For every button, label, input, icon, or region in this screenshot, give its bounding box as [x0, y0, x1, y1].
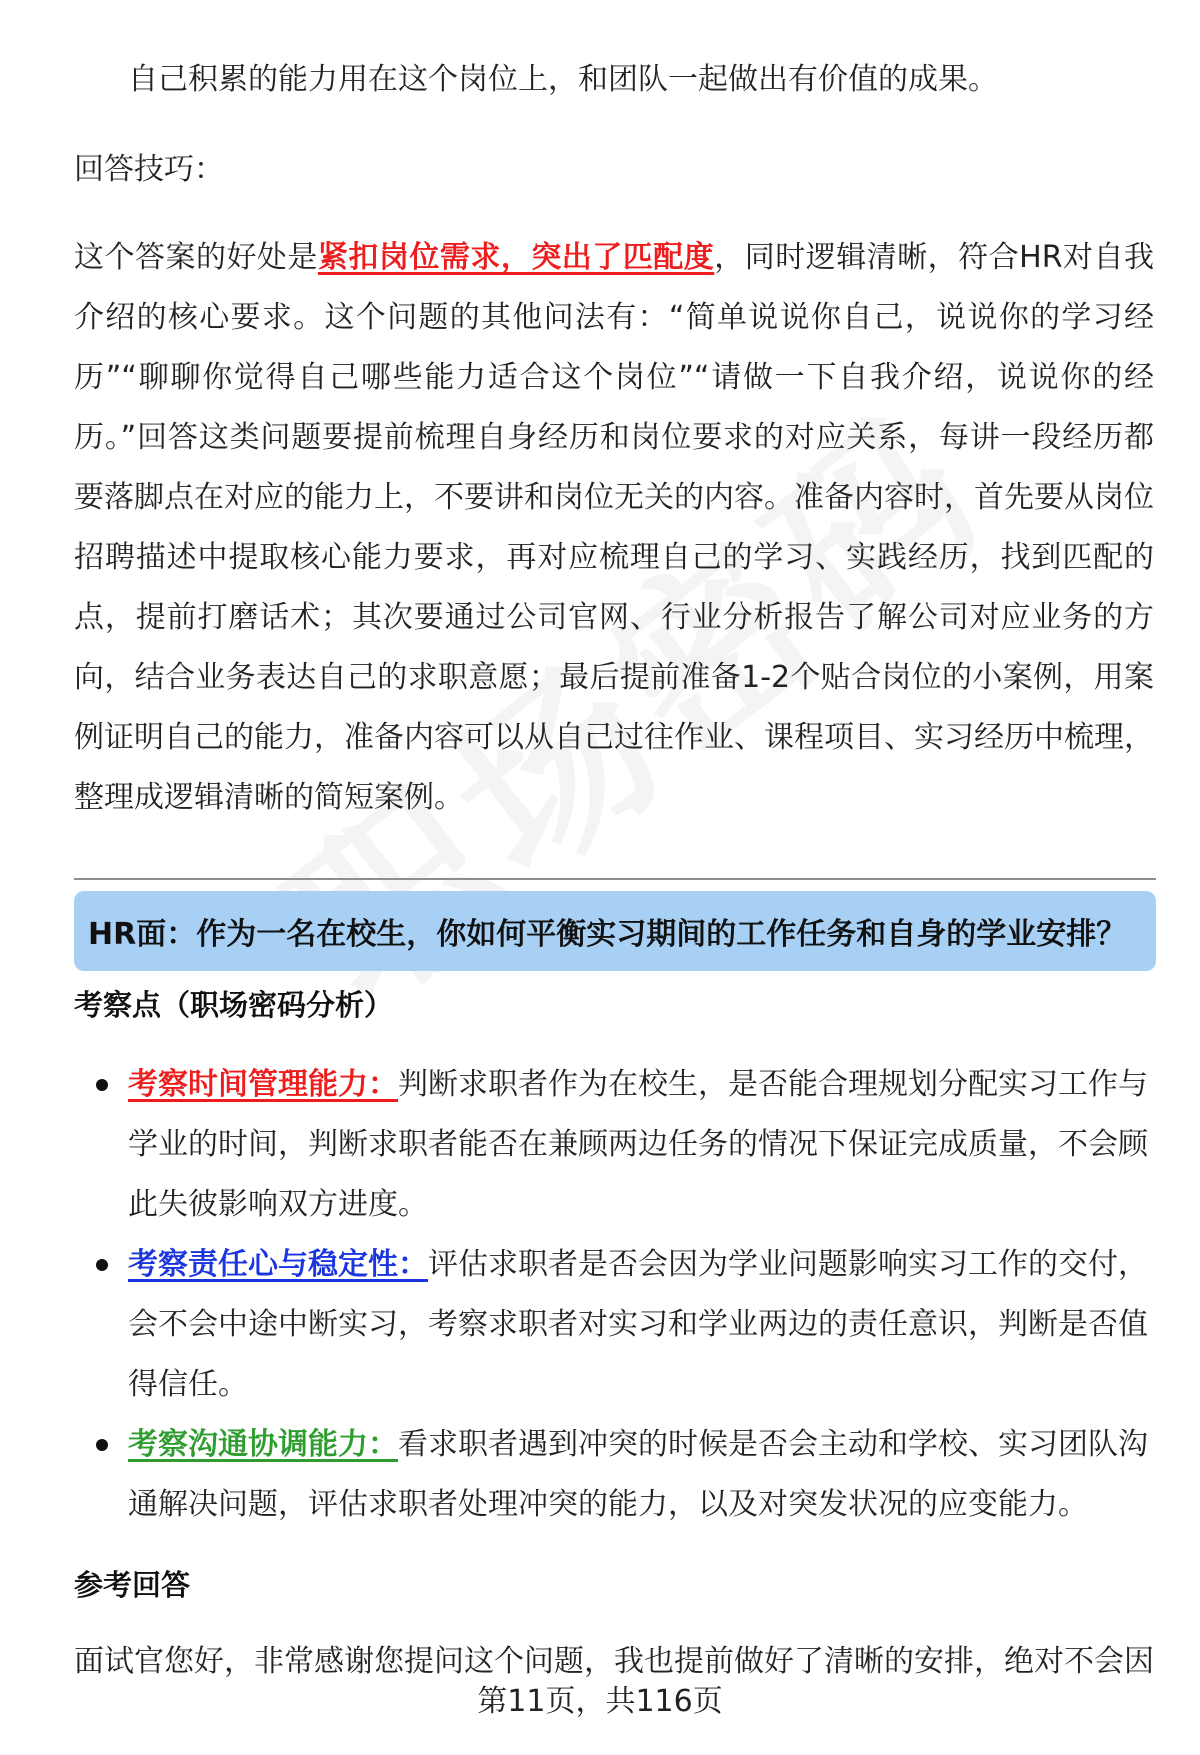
assessment-point	[96, 1415, 1158, 1535]
bullet-icon	[96, 1259, 108, 1271]
question-banner	[74, 891, 1156, 971]
assessment-title: 考察点（职场密码分析）	[74, 988, 394, 1022]
page-number: 第11页，共116页	[477, 1684, 723, 1719]
assessment-point	[96, 1055, 1158, 1235]
tips-paragraph	[74, 228, 1154, 828]
point-label: 考察时间管理能力：	[128, 1067, 398, 1102]
section-divider	[74, 878, 1156, 880]
point-text: 看求职者遇到冲突的时候是否会主动和学校、实习团队沟通解决问题，评估求职者处理冲突的能力，以及对突发状况的应变能力。	[128, 1427, 1148, 1522]
bullet-icon	[96, 1439, 108, 1451]
tips-highlight: 紧扣岗位需求，突出了匹配度	[317, 240, 715, 275]
reference-first-line: 面试官您好，非常感谢您提问这个问题，我也提前做好了清晰的安排，绝对不会因	[74, 1644, 1154, 1679]
intro-line: 自己积累的能力用在这个岗位上，和团队一起做出有价值的成果。	[128, 62, 998, 97]
tips-rest: ，同时逻辑清晰，符合HR对自我介绍的核心要求。这个问题的其他问法有：“简单说说你自己，说说你的学习经历”“聊聊你觉得自己哪些能力适合这个岗位”“请做一下自我介绍，说说你的经历。”回答这类问题要提前梳理自身经历和岗位要求的对应关系，每讲一段经历都要落脚点在对应的能力上，不要讲和岗位无关的内容。准备内容时，首先要从岗位招聘描述中提取核心能力要求，再对应梳理自己的学习、实践经历，找到匹配的点，提前打磨话术；其次要通过公司官网、行业分析报告了解公司对应业务的方向，结合业务表达自己的求职意愿；最后提前准备1-2个贴合岗位的小案例，用案例证明自己的能力，准备内容可以从自己过往作业、课程项目、实习经历中梳理，整理成逻辑清晰的简短案例。	[74, 240, 1155, 815]
assessment-point	[96, 1235, 1158, 1415]
point-label: 考察沟通协调能力：	[128, 1427, 398, 1462]
question-text: HR面：作为一名在校生，你如何平衡实习期间的工作任务和自身的学业安排？	[88, 917, 1127, 952]
bullet-icon	[96, 1079, 108, 1091]
point-text: 评估求职者是否会因为学业问题影响实习工作的交付，会不会中途中断实习，考察求职者对实习和学业两边的责任意识，判断是否值得信任。	[128, 1247, 1148, 1402]
point-label: 考察责任心与稳定性：	[128, 1247, 428, 1282]
point-text: 判断求职者作为在校生，是否能合理规划分配实习工作与学业的时间，判断求职者能否在兼顾两边任务的情况下保证完成质量，不会顾此失彼影响双方进度。	[128, 1067, 1148, 1222]
tips-label: 回答技巧：	[74, 152, 224, 187]
tips-prefix: 这个答案的好处是	[74, 240, 318, 275]
reference-title: 参考回答	[74, 1568, 191, 1602]
assessment-list	[96, 1055, 1158, 1535]
